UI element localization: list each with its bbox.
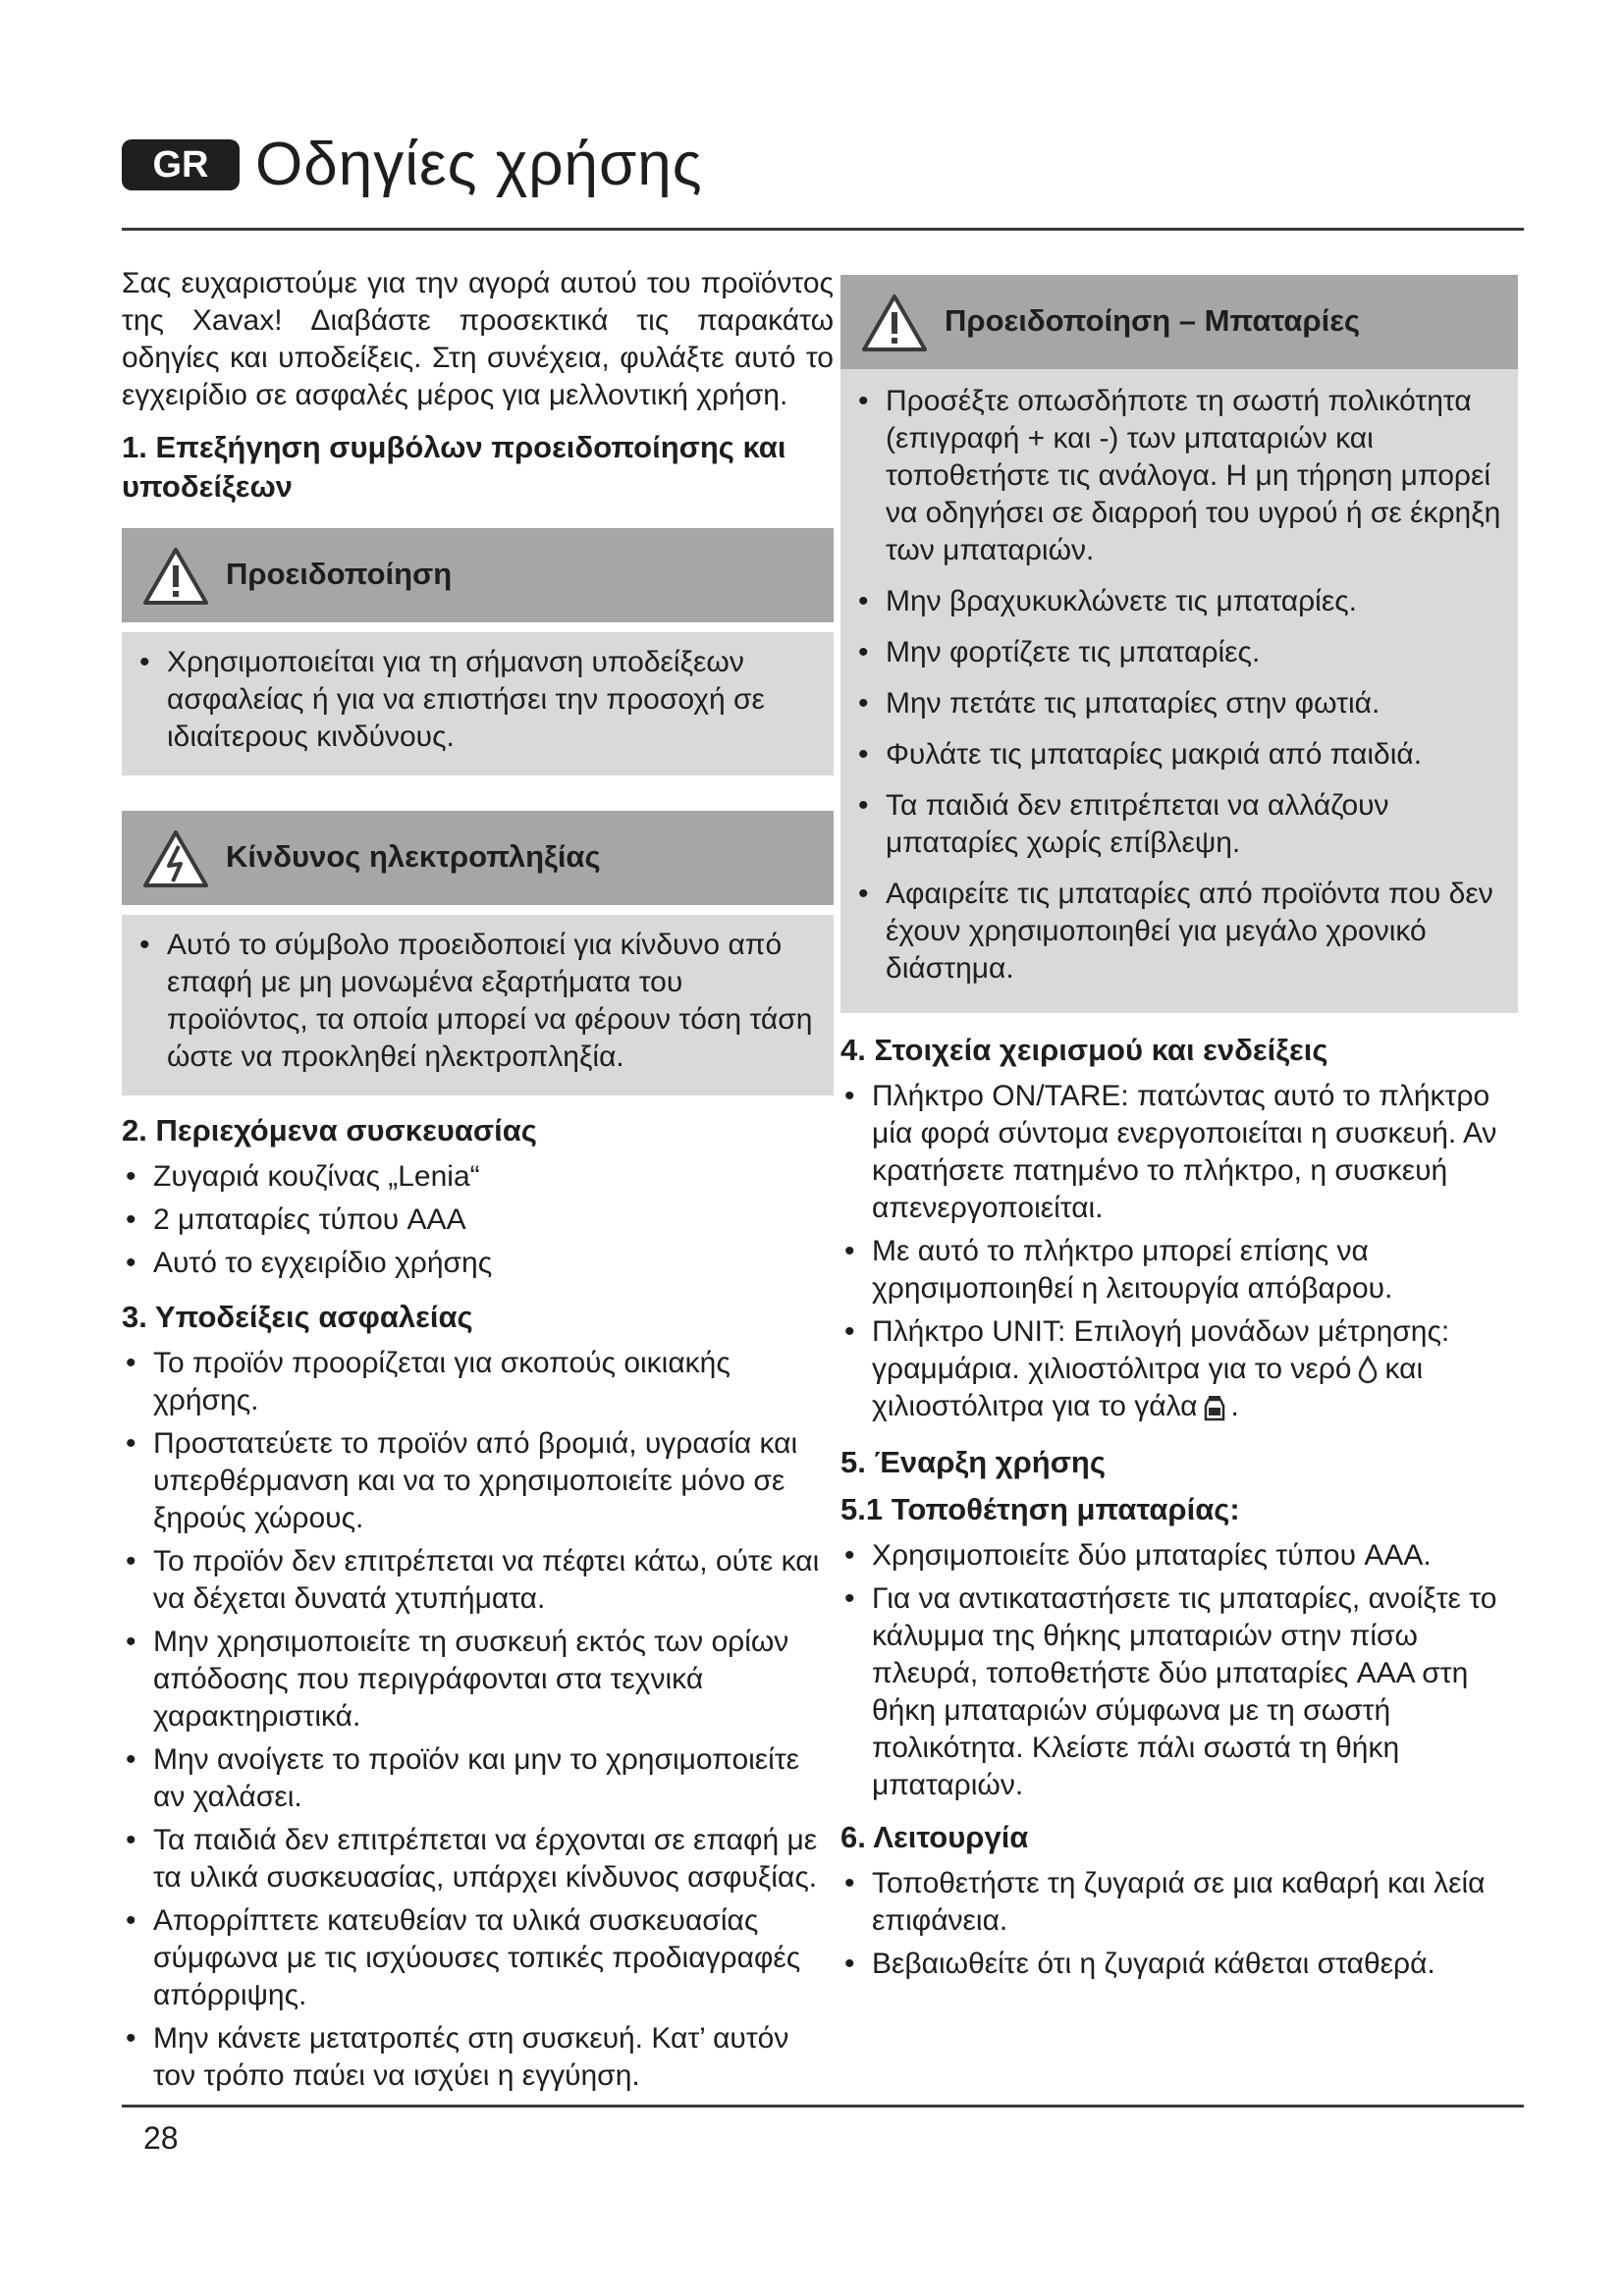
battery-warning-list — [840, 369, 1518, 988]
section-5-1-heading: 5.1 Τοποθέτηση μπαταρίας: — [840, 1492, 1240, 1526]
list-item: • Αυτό το σύμβολο προειδοποιεί για κίνδυνο από επαφή με μη μονωμένα εξαρτήματα του προϊόντος, τα οποία μπορεί να φέρουν τόση τάση ώστε να προκληθεί ηλεκτροπληξία. — [135, 927, 820, 1076]
section-3-heading: 3. Υποδείξεις ασφαλείας — [122, 1300, 473, 1334]
milk-icon — [1202, 1392, 1227, 1421]
list-item: • Τα παιδιά δεν επιτρέπεται να αλλάζουν μπαταρίες χωρίς επίβλεψη. — [854, 787, 1506, 862]
list-item: • Μην πετάτε τις μπαταρίες στην φωτιά. — [854, 685, 1506, 722]
list-item: • Χρησιμοποιείτε δύο μπαταρίες τύπου AAA. — [840, 1537, 1518, 1575]
warning-triangle-icon — [141, 546, 210, 607]
warning-title: Προειδοποίηση — [226, 557, 453, 591]
section-6-heading: 6. Λειτουργία — [840, 1820, 1029, 1854]
list-item: • Προσέξτε οπωσδήποτε τη σωστή πολικότητα (επιγραφή + και -) των μπαταριών και τοποθετήστε τις ανάλογα. Η μη τήρηση μπορεί να οδηγήσει σε διαρροή του υγρού ή σε έκρηξη των μπαταριών. — [854, 383, 1506, 569]
list-item: • Ζυγαριά κουζίνας „Lenia“ — [122, 1158, 834, 1196]
battery-warning-title: Προειδοποίηση – Μπαταρίες — [945, 303, 1361, 338]
battery-insertion-list — [840, 1537, 1518, 1804]
list-item: • Το προϊόν δεν επιτρέπεται να πέφτει κάτω, ούτε και να δέχεται δυνατά χτυπήματα. — [122, 1543, 834, 1618]
warning-body — [122, 632, 834, 775]
shock-warning-header — [122, 811, 834, 905]
list-item: • Προστατεύετε το προϊόν από βρομιά, υγρασία και υπερθέρμανση και να το χρησιμοποιείτε μόνο σε ξηρούς χώρους. — [122, 1425, 834, 1537]
warning-header — [122, 528, 834, 622]
list-item: • Μην χρησιμοποιείτε τη συσκευή εκτός των ορίων απόδοσης που περιγράφονται στα τεχνικά χαρακτηριστικά. — [122, 1624, 834, 1735]
list-item: • Αφαιρείτε τις μπαταρίες από προϊόντα που δεν έχουν χρησιμοποιηθεί για μεγάλο χρονικό διάστημα. — [854, 876, 1506, 988]
language-badge: GR — [122, 139, 240, 190]
battery-warning-box — [840, 275, 1518, 1013]
electric-shock-icon — [141, 828, 210, 889]
operation-list — [840, 1865, 1518, 1983]
list-item: • Πλήκτρο ON/TARE: πατώντας αυτό το πλήκτρο μία φορά σύντομα ενεργοποιείται η συσκευή. Αν κρατήσετε πατημένο το πλήκτρο, η συσκευή απενεργοποιείται. — [840, 1078, 1518, 1227]
intro-paragraph: Σας ευχαριστούμε για την αγορά αυτού του προϊόντος της Xavax! Διαβάστε προσεκτικά τις παρακάτω οδηγίες και υποδείξεις. Στη συνέχεια, φυλάξτε αυτό το εγχειρίδιο σε ασφαλές μέρος για μελλοντική χρήση. — [122, 267, 834, 411]
page-header — [122, 126, 1516, 224]
unit-key-text: Πλήκτρο UNIT: Επιλογή μονάδων μέτρησης: γραμμάρια. χιλιοστόλιτρα για το νερό — [872, 1315, 1450, 1385]
section-5-heading: 5. Έναρξη χρήσης — [840, 1445, 1106, 1479]
section-4-heading: 4. Στοιχεία χειρισμού και ενδείξεις — [840, 1033, 1328, 1067]
footer-rule — [122, 2105, 1524, 2108]
list-item: • Μην βραχυκυκλώνετε τις μπαταρίες. — [854, 583, 1506, 620]
controls-list — [840, 1078, 1518, 1425]
list-item: • Τοποθετήστε τη ζυγαριά σε μια καθαρή και λεία επιφάνεια. — [840, 1865, 1518, 1940]
list-item: • Με αυτό το πλήκτρο μπορεί επίσης να χρησιμοποιηθεί η λειτουργία απόβαρου. — [840, 1233, 1518, 1308]
unit-key-text-3: . — [1230, 1390, 1239, 1422]
list-item: • Φυλάτε τις μπαταρίες μακριά από παιδιά. — [854, 736, 1506, 774]
page-title: Οδηγίες χρήσης — [255, 131, 703, 198]
list-item: • Αυτό το εγχειρίδιο χρήσης — [122, 1245, 834, 1282]
right-column — [840, 275, 1518, 1989]
water-drop-icon — [1355, 1355, 1380, 1384]
safety-notes-list — [122, 1345, 834, 2095]
battery-warning-header — [840, 275, 1518, 369]
package-contents-list — [122, 1158, 834, 1282]
left-column — [122, 265, 834, 2101]
shock-warning-title: Κίνδυνος ηλεκτροπληξίας — [226, 839, 601, 874]
list-item: • Τα παιδιά δεν επιτρέπεται να έρχονται σε επαφή με τα υλικά συσκευασίας, υπάρχει κίνδυνος ασφυξίας. — [122, 1822, 834, 1896]
page-number: 28 — [143, 2120, 179, 2156]
list-item: • Μην κάνετε μετατροπές στη συσκευή. Κατ’ αυτόν τον τρόπο παύει να ισχύει η εγγύηση. — [122, 2020, 834, 2095]
section-2-heading: 2. Περιεχόμενα συσκευασίας — [122, 1113, 537, 1148]
list-item: • Βεβαιωθείτε ότι η ζυγαριά κάθεται σταθερά. — [840, 1946, 1518, 1983]
warning-triangle-icon — [860, 293, 929, 353]
list-item: • Απορρίπτετε κατευθείαν τα υλικά συσκευασίας σύμφωνα με τις ισχύουσες τοπικές προδιαγραφές απόρριψης. — [122, 1902, 834, 2014]
header-rule — [122, 228, 1524, 231]
unit-key-text-2: και χιλιοστόλιτρα για το γάλα — [872, 1353, 1424, 1422]
list-item — [840, 1313, 1518, 1425]
list-item: • Μην φορτίζετε τις μπαταρίες. — [854, 634, 1506, 671]
list-item: • Μην ανοίγετε το προϊόν και μην το χρησιμοποιείτε αν χαλάσει. — [122, 1741, 834, 1816]
list-item: • Το προϊόν προορίζεται για σκοπούς οικιακής χρήσης. — [122, 1345, 834, 1419]
list-item: • Για να αντικαταστήσετε τις μπαταρίες, ανοίξτε το κάλυμμα της θήκης μπαταριών στην πίσω πλευρά, τοποθετήστε δύο μπαταρίες AAA στη θήκη μπαταριών σύμφωνα με τη σωστή πολικότητα. Κλείστε πάλι σωστά τη θήκη μπαταριών. — [840, 1580, 1518, 1804]
list-item: • 2 μπαταρίες τύπου AAA — [122, 1201, 834, 1239]
shock-warning-body — [122, 915, 834, 1095]
section-1-heading: 1. Επεξήγηση συμβόλων προειδοποίησης και υποδείξεων — [122, 430, 786, 504]
list-item: • Χρησιμοποιείται για τη σήμανση υποδείξεων ασφαλείας ή για να επιστήσει την προσοχή σε ιδιαίτερους κινδύνους. — [135, 644, 820, 756]
